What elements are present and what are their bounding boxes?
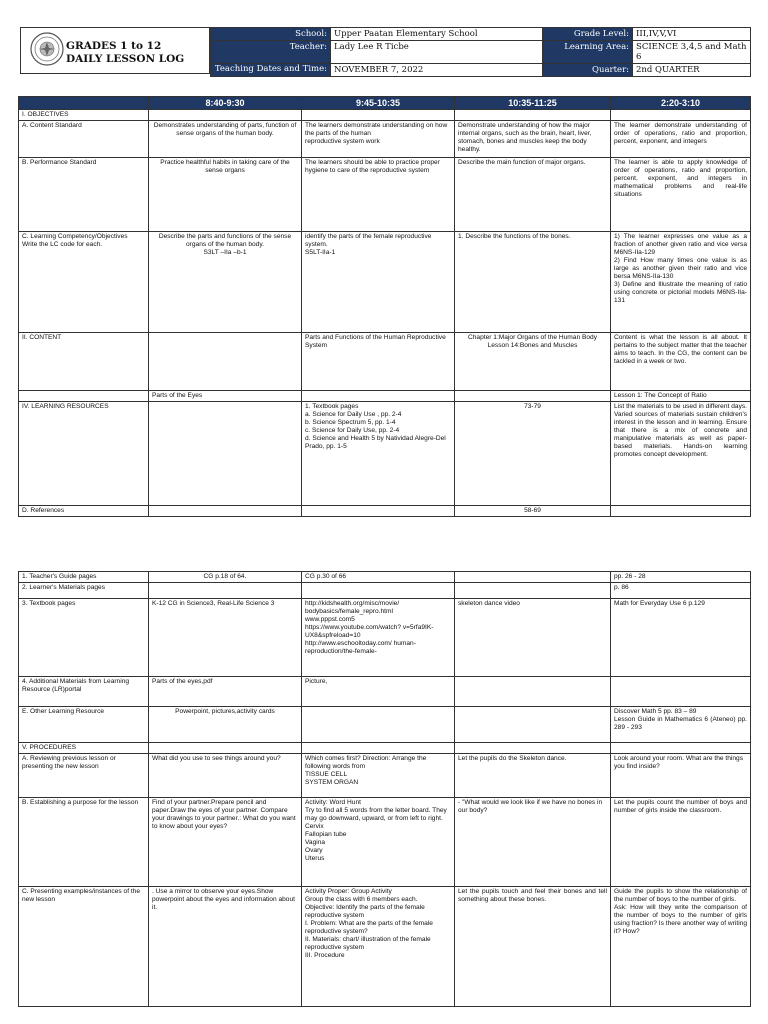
table-cell xyxy=(455,707,611,743)
table-cell: - "What would we look like if we have no bones in our body? xyxy=(455,798,611,887)
row-label: A. Content Standard xyxy=(19,121,149,158)
table-row xyxy=(19,677,751,707)
row-label: 3. Textbook pages xyxy=(19,599,149,677)
table-row xyxy=(19,391,751,402)
table-cell: identify the parts of the female reproductive system. S5LT-IIa-1 xyxy=(302,232,455,333)
table-row xyxy=(19,158,751,232)
table-cell: 1) The learner expresses one value as a fraction of another given ratio and vice versa M6NS-IIa-129 2) Find How many times one value is as large as another given their ratio and vice bersa M6NS-IIa-130 3) Define and Illustrate the meaning of ratio using concrete or pictorial models M6NS-IIa-131 xyxy=(611,232,751,333)
table-cell: Picture, xyxy=(302,677,455,707)
table-cell: Parts and Functions of the Human Reproductive System xyxy=(302,333,455,391)
table-row xyxy=(19,887,751,1007)
area-label: Learning Area: xyxy=(543,41,633,64)
row-label: I. OBJECTIVES xyxy=(19,110,149,121)
table-cell xyxy=(611,677,751,707)
table-cell: What did you use to see things around you? xyxy=(149,754,302,798)
table-cell xyxy=(455,583,611,599)
table-cell xyxy=(302,583,455,599)
row-label: 2. Learner's Materials pages xyxy=(19,583,149,599)
table-cell xyxy=(455,572,611,583)
table-row xyxy=(19,754,751,798)
table-cell: K-12 CG in Science3, Real-Life Science 3 xyxy=(149,599,302,677)
table-cell: CG p.18 of 64. xyxy=(149,572,302,583)
table-cell: 1. Textbook pages a. Science for Daily Use , pp. 2-4 b. Science Spectrum 5, pp. 1-4 c. Science for Daily Use, pp. 2-4 d. Science and Health 5 by Natividad Alegre-Del Prado, pp. 1-5 xyxy=(302,402,455,506)
dates-value: NOVEMBER 7, 2022 xyxy=(331,64,543,77)
lesson-log-table-1 xyxy=(18,96,751,517)
table-cell: The learners should be able to practice proper hygiene to care of the reproductive system xyxy=(302,158,455,232)
table-row xyxy=(19,599,751,677)
row-label: B. Performance Standard xyxy=(19,158,149,232)
row-label: E. Other Learning Resource xyxy=(19,707,149,743)
row-label: C. Learning Competency/Objectives Write the LC code for each. xyxy=(19,232,149,333)
quarter-value: 2nd QUARTER xyxy=(633,64,751,77)
row-label: II. CONTENT xyxy=(19,333,149,391)
school-label: School: xyxy=(211,28,331,41)
table-cell xyxy=(455,391,611,402)
table-cell xyxy=(302,110,455,121)
table-cell: 58-69 xyxy=(455,506,611,517)
table-cell xyxy=(611,110,751,121)
time-header-row xyxy=(19,97,751,110)
table-cell: Lesson 1: The Concept of Ratio xyxy=(611,391,751,402)
table-row xyxy=(19,572,751,583)
row-label: B. Establishing a purpose for the lesson xyxy=(19,798,149,887)
table-cell: skeleton dance video xyxy=(455,599,611,677)
table-cell: Activity: Word Hunt Try to find all 5 words from the letter board. They may go downward, upward, or from left to right. Cervix Fallopian tube Vagina Ovary Uterus xyxy=(302,798,455,887)
table-cell: The learner demonstrate understanding of order of operations, ratio and proportion, percent, exponent, and integers xyxy=(611,121,751,158)
table-cell: http://kidshealth.org/misc/movie/ bodybasics/female_repro.html www.pppst.com5 https://www.youtube.com/watch? v=5rfa9IK-UX8&spfreload=10 http://www.eschooltoday.com/ human-reproduction/the-female- xyxy=(302,599,455,677)
table-row xyxy=(19,333,751,391)
table-cell: Parts of the eyes,pdf xyxy=(149,677,302,707)
table-cell: Parts of the Eyes xyxy=(149,391,302,402)
table-cell xyxy=(149,110,302,121)
table-cell: List the materials to be used in different days. Varied sources of materials sustain children's interest in the lesson and in learning. Ensure that there is a mix of concrete and manipulative materials as well as paper-based materials. Hands-on learning promotes concept development. xyxy=(611,402,751,506)
table-cell: CG p.30 of 66 xyxy=(302,572,455,583)
table-cell xyxy=(455,677,611,707)
table-cell xyxy=(149,743,302,754)
title-line-2: DAILY LESSON LOG xyxy=(66,53,185,65)
table-cell: Activity Proper: Group Activity Group the class with 6 members each. Objective: Identify the parts of the female reproductive system I. Problem: What are the parts of the female reproductive system? II. Materials: chart/ illustration of the female reproductive system III. Procedure xyxy=(302,887,455,1007)
time-slot: 10:35-11:25 xyxy=(455,97,611,110)
row-label: D. References xyxy=(19,506,149,517)
table-cell xyxy=(149,333,302,391)
grade-label: Grade Level: xyxy=(543,28,633,41)
table-cell xyxy=(455,110,611,121)
table-cell xyxy=(455,743,611,754)
time-slot: 2:20-3:10 xyxy=(611,97,751,110)
table-cell: . Use a mirror to observe your eyes.Show powerpoint about the eyes and information about it. xyxy=(149,887,302,1007)
quarter-label: Quarter: xyxy=(543,64,633,77)
table-row xyxy=(19,402,751,506)
school-value: Upper Paatan Elementary School xyxy=(331,28,543,41)
table-cell: Practice healthful habits in taking care of the sense organs xyxy=(149,158,302,232)
table-cell: The learners demonstrate understanding on how the parts of the human reproductive system work xyxy=(302,121,455,158)
table-cell xyxy=(302,743,455,754)
row-label: 4. Additional Materials from Learning Resource (LR)portal xyxy=(19,677,149,707)
table-cell: The learner is able to apply knowledge of order of operations, ratio and proportion, percent, exponent, and integers in mathematical problems and real-life situations xyxy=(611,158,751,232)
table-cell xyxy=(302,391,455,402)
time-slot: 9:45-10:35 xyxy=(302,97,455,110)
table-cell: Content is what the lesson is all about. It pertains to the subject matter that the teacher aims to teach. In the CG, the content can be tackled in a week or two. xyxy=(611,333,751,391)
row-label: C. Presenting examples/instances of the new lesson xyxy=(19,887,149,1007)
header-info-table xyxy=(210,27,751,77)
table-cell xyxy=(302,506,455,517)
table-cell: p. 86 xyxy=(611,583,751,599)
row-label xyxy=(19,391,149,402)
table-cell: Which comes first? Direction: Arrange the following words from TISSUE CELL SYSTEM ORGAN xyxy=(302,754,455,798)
table-cell xyxy=(149,402,302,506)
table-cell: Discover Math 5 pp. 83 – 89 Lesson Guide in Mathematics 6 (Ateneo) pp. 289 - 293 xyxy=(611,707,751,743)
row-label: V. PROCEDURES xyxy=(19,743,149,754)
table-row xyxy=(19,121,751,158)
table-row xyxy=(19,506,751,517)
table-cell: Demonstrates understanding of parts, function of sense organs of the human body. xyxy=(149,121,302,158)
table-cell: Powerpoint, pictures,activity cards xyxy=(149,707,302,743)
table-cell xyxy=(149,506,302,517)
table-cell: Guide the pupils to show the relationship of the number of boys to the number of girls. Ask: How will they write the comparison of the number of boys to the number of girls using fraction? Is there another way of writing it? How? xyxy=(611,887,751,1007)
table-cell: pp. 26 - 28 xyxy=(611,572,751,583)
table-cell: Demonstrate understanding of how the major internal organs, such as the brain, heart, liver, stomach, bones and muscles keep the body healthy. xyxy=(455,121,611,158)
table-cell: 73-79 xyxy=(455,402,611,506)
table-cell xyxy=(302,707,455,743)
row-label: A. Reviewing previous lesson or presenting the new lesson xyxy=(19,754,149,798)
table-cell: Let the pupils count the number of boys and number of girls inside the classroom. xyxy=(611,798,751,887)
row-label: IV. LEARNING RESOURCES xyxy=(19,402,149,506)
table-cell: Let the pupils do the Skeleton dance. xyxy=(455,754,611,798)
table-cell xyxy=(611,743,751,754)
table-row xyxy=(19,232,751,333)
table-cell: Math for Everyday Use 6 p.129 xyxy=(611,599,751,677)
grade-value: III,IV,V,VI xyxy=(633,28,751,41)
time-header-blank xyxy=(19,97,149,110)
lesson-log-table-2 xyxy=(18,571,751,1007)
table-cell: 1. Describe the functions of the bones. xyxy=(455,232,611,333)
table-cell: Find of your partner.Prepare pencil and paper.Draw the eyes of your partner. Compare your drawings to your partner.: What do you want to know about your eyes? xyxy=(149,798,302,887)
table-row xyxy=(19,707,751,743)
title-line-1: GRADES 1 to 12 xyxy=(66,40,162,52)
teacher-value: Lady Lee R Ticbe xyxy=(331,41,543,64)
teacher-label: Teacher: xyxy=(211,41,331,64)
table-cell: Describe the parts and functions of the sense organs of the human body. S3LT –IIa –b-1 xyxy=(149,232,302,333)
table-cell: Describe the main function of major organs. xyxy=(455,158,611,232)
table-row xyxy=(19,743,751,754)
row-label: 1. Teacher's Guide pages xyxy=(19,572,149,583)
table-row xyxy=(19,583,751,599)
deped-seal-icon xyxy=(30,32,64,66)
area-value: SCIENCE 3,4,5 and Math 6 xyxy=(633,41,751,64)
table-cell xyxy=(149,583,302,599)
table-row xyxy=(19,798,751,887)
table-row xyxy=(19,110,751,121)
time-slot: 8:40-9:30 xyxy=(149,97,302,110)
table-cell: Look around your room. What are the things you find inside? xyxy=(611,754,751,798)
table-cell xyxy=(611,506,751,517)
table-cell: Let the pupils touch and feel their bones and tell something about these bones. xyxy=(455,887,611,1007)
dates-label: Teaching Dates and Time: xyxy=(211,64,331,77)
table-cell: Chapter 1:Major Organs of the Human Body Lesson 14:Bones and Muscles xyxy=(455,333,611,391)
